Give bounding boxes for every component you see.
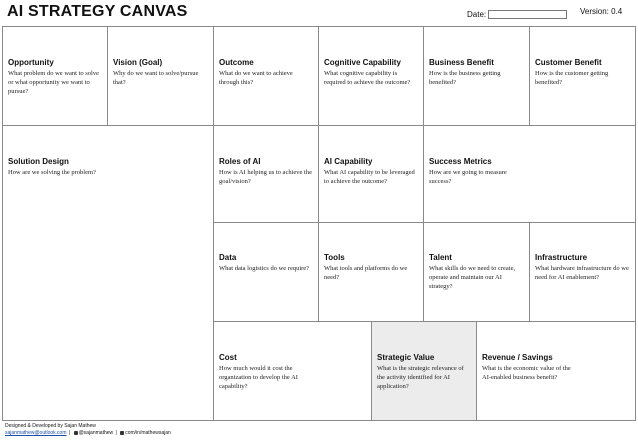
version-label: Version: 0.4 — [580, 7, 623, 16]
date-input[interactable] — [488, 10, 567, 19]
cell-business-benefit — [423, 26, 530, 126]
footer-separator: | — [115, 430, 117, 436]
cell-title: Revenue / Savings — [482, 353, 553, 362]
cell-description: What data logistics do we require? — [219, 265, 310, 272]
footer-separator: | — [68, 430, 71, 436]
date-field-group — [467, 10, 567, 19]
twitter-handle[interactable]: @sajanmathew — [78, 430, 114, 436]
cell-title: Business Benefit — [429, 58, 494, 67]
cell-cognitive-capability — [318, 26, 424, 126]
cell-roles-of-ai — [213, 125, 319, 223]
cell-success-metrics — [423, 125, 636, 223]
cell-description: What tools and platforms do we need? — [324, 265, 408, 281]
cell-tools — [318, 222, 424, 322]
cell-description: What AI capability to be leveraged to achieve the outcome? — [324, 169, 415, 185]
footer-credit: Designed & Developed by Sajan Mathew — [5, 423, 96, 429]
cell-title: Success Metrics — [429, 157, 492, 166]
cell-description: Why do we want to solve/pursue that? — [113, 70, 199, 86]
cell-description: What hardware infrastructure do we need for AI enablement? — [535, 265, 629, 281]
cell-title: Cognitive Capability — [324, 58, 401, 67]
cell-description: How are we going to measure success? — [429, 169, 507, 185]
cell-title: Outcome — [219, 58, 254, 67]
cell-description: What do we want to achieve through this? — [219, 70, 293, 86]
cell-description: What is the economic value of the AI-enabled business benefit? — [482, 365, 571, 381]
cell-talent — [423, 222, 530, 322]
cell-description: How much would it cost the organization to develop the AI capability? — [219, 365, 298, 390]
cell-title: Tools — [324, 253, 345, 262]
cell-revenue-savings — [476, 321, 636, 421]
cell-title: Infrastructure — [535, 253, 588, 262]
cell-title: Solution Design — [8, 157, 69, 166]
cell-title: Data — [219, 253, 237, 262]
cell-description: How is the customer getting benefited? — [535, 70, 609, 86]
cell-opportunity — [2, 26, 108, 126]
cell-title: Strategic Value — [377, 353, 435, 362]
cell-outcome — [213, 26, 319, 126]
cell-description: What skills do we need to create, operate and maintain our AI strategy? — [429, 265, 516, 290]
cell-description: How is the business getting benefited? — [429, 70, 501, 86]
cell-title: AI Capability — [324, 157, 373, 166]
cell-title: Customer Benefit — [535, 58, 602, 67]
cell-description: How is AI helping us to achieve the goal/vision? — [219, 169, 312, 185]
linkedin-icon — [120, 431, 124, 435]
cell-strategic-value — [371, 321, 477, 421]
cell-title: Vision (Goal) — [113, 58, 163, 67]
email-link[interactable]: sajanmathew@outlook.com — [5, 430, 67, 436]
cell-infrastructure — [529, 222, 636, 322]
page-title: AI STRATEGY CANVAS — [7, 3, 188, 20]
cell-vision — [107, 26, 214, 126]
cell-title: Talent — [429, 253, 452, 262]
cell-title: Cost — [219, 353, 237, 362]
footer — [5, 423, 172, 437]
cell-solution-design — [2, 125, 214, 421]
cell-cost — [213, 321, 372, 421]
cell-ai-capability — [318, 125, 424, 223]
date-label: Date: — [467, 10, 487, 19]
cell-data — [213, 222, 319, 322]
twitter-icon — [74, 431, 78, 435]
cell-title: Opportunity — [8, 58, 54, 67]
cell-customer-benefit — [529, 26, 636, 126]
cell-description: What problem do we want to solve or what opportunity we want to pursue? — [8, 70, 99, 95]
cell-description: What cognitive capability is required to achieve the outcome? — [324, 70, 411, 86]
linkedin-link[interactable]: com/in/mathewsajan — [125, 430, 171, 436]
cell-title: Roles of AI — [219, 157, 261, 166]
cell-description: What is the strategic relevance of the activity identified for AI application? — [377, 365, 464, 390]
footer-contacts — [5, 430, 172, 437]
cell-description: How are we solving the problem? — [8, 169, 96, 176]
